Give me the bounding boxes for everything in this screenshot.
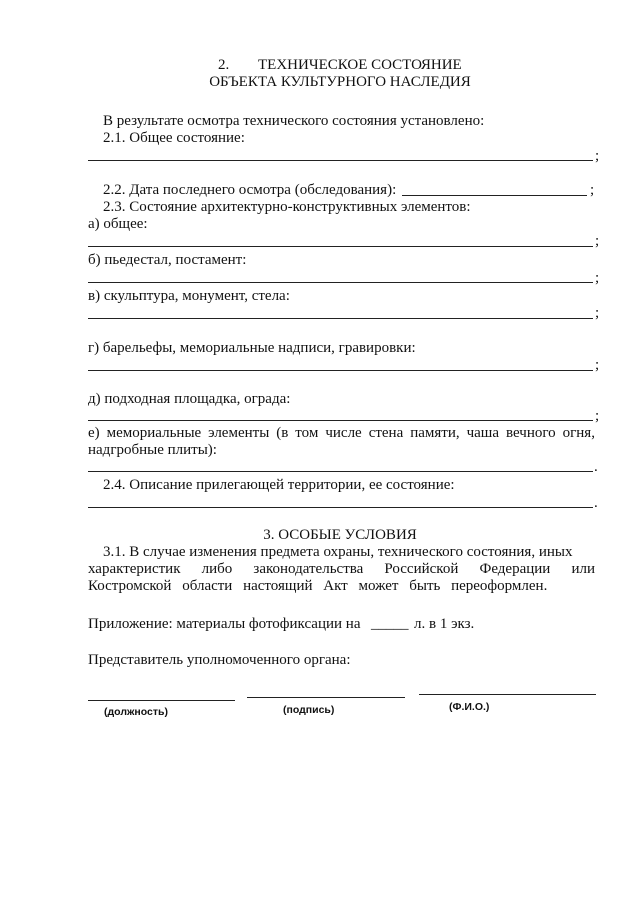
item-e-word: числе [325, 425, 362, 441]
section-2-title-line2: ОБЪЕКТА КУЛЬТУРНОГО НАСЛЕДИЯ [209, 74, 471, 90]
item-e-word: элементы [208, 425, 270, 441]
section-3-word: Федерации [479, 561, 551, 577]
attachment-suffix: л. в 1 экз. [414, 616, 475, 632]
section-3-word: характеристик [88, 561, 181, 577]
attachment-blank: _____ [371, 616, 409, 632]
semicolon: ; [595, 408, 600, 424]
position-caption: (должность) [104, 706, 168, 718]
item-e-line1 [88, 425, 595, 442]
section-3-word: законодательства [253, 561, 364, 577]
item-b-line [88, 282, 593, 283]
semicolon: ; [595, 305, 600, 321]
section-3-word: либо [201, 561, 233, 577]
item-e-word: е) [88, 425, 100, 441]
section-3-line1: 3.1. В случае изменения предмета охраны, технического состояния, иных [103, 544, 573, 560]
item-e-word: стена [368, 425, 404, 441]
semicolon: ; [595, 357, 600, 373]
item-v-label: в) скульптура, монумент, стела: [88, 288, 290, 304]
general-state-label: 2.1. Общее состояние: [103, 130, 245, 146]
item-d-line [88, 420, 593, 421]
signature-caption: (подпись) [283, 704, 335, 716]
item-e-word: памяти, [410, 425, 460, 441]
item-d-label: д) подходная площадка, ограда: [88, 391, 291, 407]
section-2-number: 2. [218, 57, 230, 73]
position-line [88, 700, 235, 701]
section-2-title-line1: ТЕХНИЧЕСКОЕ СОСТОЯНИЕ [258, 57, 462, 73]
general-state-line [88, 160, 593, 161]
item-e-word: вечного [506, 425, 556, 441]
item-b-label: б) пьедестал, постамент: [88, 252, 247, 268]
item-e-line [88, 471, 593, 472]
representative-label: Представитель уполномоченного органа: [88, 652, 351, 668]
semicolon: ; [590, 182, 595, 198]
section-3-word: Российской [384, 561, 459, 577]
semicolon: ; [595, 270, 600, 286]
last-inspection-line [402, 195, 587, 196]
section-3-word: или [571, 561, 595, 577]
signature-line [247, 697, 405, 698]
item-g-line [88, 370, 593, 371]
semicolon: ; [595, 233, 600, 249]
section-3-title: 3. ОСОБЫЕ УСЛОВИЯ [263, 527, 417, 543]
attachment-prefix: Приложение: материалы фотофиксации на [88, 616, 361, 632]
section-3-line3: Костромской области настоящий Акт может быть переоформлен. [88, 578, 548, 594]
item-e-word: огня, [562, 425, 595, 441]
elements-label: 2.3. Состояние архитектурно-конструктивных элементов: [103, 199, 471, 215]
item-e-word: мемориальные [106, 425, 202, 441]
item-e-word: (в [276, 425, 289, 441]
territory-line [88, 507, 593, 508]
item-e-word: чаша [466, 425, 500, 441]
item-g-label: г) барельефы, мемориальные надписи, гравировки: [88, 340, 416, 356]
item-e-word: том [295, 425, 319, 441]
last-inspection-label: 2.2. Дата последнего осмотра (обследования): [103, 182, 397, 198]
period: . [594, 495, 598, 511]
period: . [594, 459, 598, 475]
item-v-line [88, 318, 593, 319]
section-3-line2 [88, 561, 595, 578]
name-line [419, 694, 596, 695]
item-a-line [88, 246, 593, 247]
territory-label: 2.4. Описание прилегающей территории, ее состояние: [103, 477, 455, 493]
name-caption: (Ф.И.О.) [449, 701, 490, 713]
intro-text: В результате осмотра технического состояния установлено: [103, 113, 485, 129]
semicolon: ; [595, 148, 600, 164]
item-e-line2: надгробные плиты): [88, 442, 217, 458]
item-a-label: а) общее: [88, 216, 148, 232]
